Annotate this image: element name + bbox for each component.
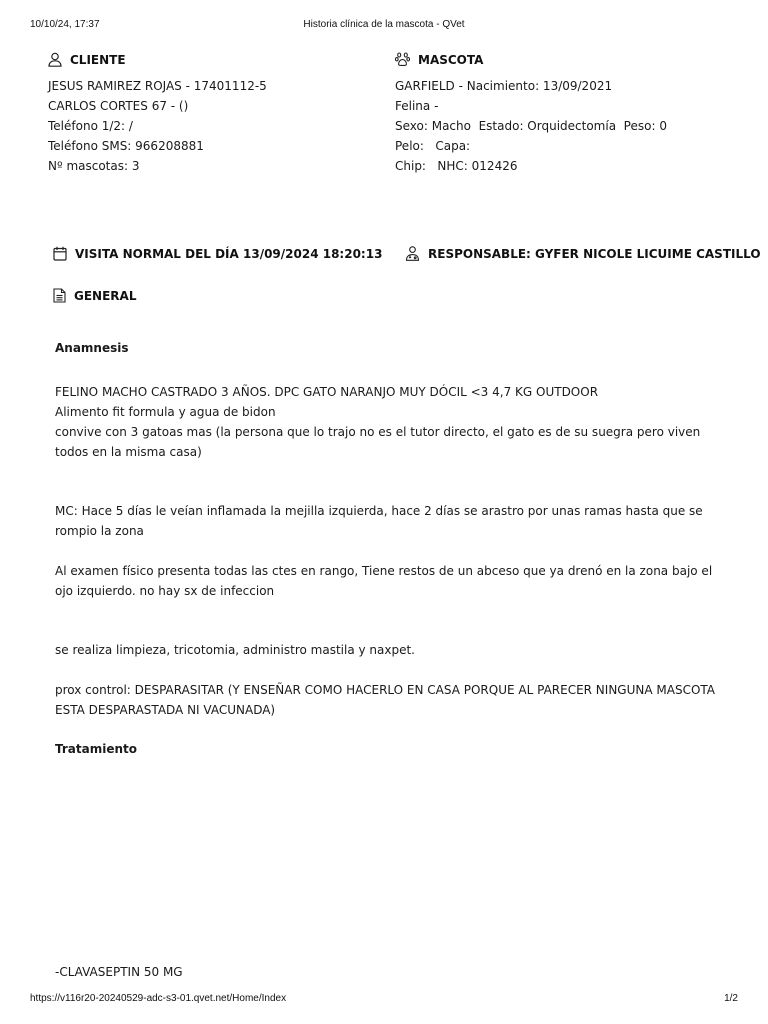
cliente-info: [48, 76, 267, 176]
cliente-line: Teléfono 1/2: /: [48, 119, 133, 133]
responsable-heading: [405, 246, 761, 261]
general-heading: [53, 288, 136, 303]
proximo-control: prox control: DESPARASITAR (Y ENSEÑAR COMO HACERLO EN CASA PORQUE AL PARECER NINGUNA MASCOTA ESTA DESPARASTADA NI VACUNADA): [55, 683, 715, 717]
cliente-line: CARLOS CORTES 67 - (): [48, 99, 189, 113]
print-datetime: 10/10/24, 17:37: [30, 19, 100, 30]
cliente-heading: [48, 52, 126, 67]
mascota-heading: [395, 52, 483, 67]
mascota-line: Pelo: Capa:: [395, 139, 471, 153]
calendar-icon: [53, 246, 67, 261]
procedimiento: se realiza limpieza, tricotomia, administro mastila y naxpet.: [55, 643, 415, 657]
mascota-line: GARFIELD - Nacimiento: 13/09/2021: [395, 79, 613, 93]
visita-heading-label: VISITA NORMAL DEL DÍA 13/09/2024 18:20:13: [75, 246, 383, 261]
cliente-line: JESUS RAMIREZ ROJAS - 17401112-5: [48, 79, 267, 93]
vet-staff-icon: [405, 246, 420, 261]
anamnesis-line: FELINO MACHO CASTRADO 3 AÑOS. DPC GATO NARANJO MUY DÓCIL <3 4,7 KG OUTDOOR: [55, 385, 599, 399]
print-url[interactable]: https://v116r20-20240529-adc-s3-01.qvet.net/Home/Index: [30, 993, 287, 1004]
mascota-heading-label: MASCOTA: [418, 52, 484, 67]
cliente-line: Nº mascotas: 3: [48, 159, 140, 173]
cliente-line: Teléfono SMS: 966208881: [48, 139, 204, 153]
motivo-consulta: MC: Hace 5 días le veían inflamada la mejilla izquierda, hace 2 días se arastro por unas ramas hasta que se rompio la zona: [55, 504, 703, 538]
print-title: Historia clínica de la mascota - QVet: [303, 19, 465, 30]
cliente-heading-label: CLIENTE: [70, 52, 126, 67]
anamnesis-line: Alimento fit formula y agua de bidon: [55, 405, 276, 419]
visita-heading: [53, 246, 382, 261]
mascota-line: Sexo: Macho Estado: Orquidectomía Peso: 0: [395, 119, 667, 133]
examen-fisico: Al examen físico presenta todas las ctes en rango, Tiene restos de un abceso que ya drenó en la zona bajo el ojo izquierdo. no hay sx de infeccion: [55, 564, 713, 598]
anamnesis-line: convive con 3 gatoas mas (la persona que lo trajo no es el tutor directo, el gato es de su suegra pero viven todos en la misma casa): [55, 425, 701, 459]
page-number: 1/2: [724, 993, 738, 1004]
paw-icon: [395, 52, 410, 67]
tratamiento-heading: Tratamiento: [55, 742, 137, 756]
tratamiento-item: -CLAVASEPTIN 50 MG: [55, 965, 183, 979]
user-icon: [48, 52, 62, 67]
responsable-heading-label: RESPONSABLE: GYFER NICOLE LICUIME CASTILLO: [428, 246, 761, 261]
document-icon: [53, 288, 66, 303]
mascota-line: Chip: NHC: 012426: [395, 159, 518, 173]
mascota-info: [395, 76, 667, 176]
mascota-line: Felina -: [395, 99, 439, 113]
anamnesis-heading: Anamnesis: [55, 341, 129, 355]
general-heading-label: GENERAL: [74, 288, 137, 303]
